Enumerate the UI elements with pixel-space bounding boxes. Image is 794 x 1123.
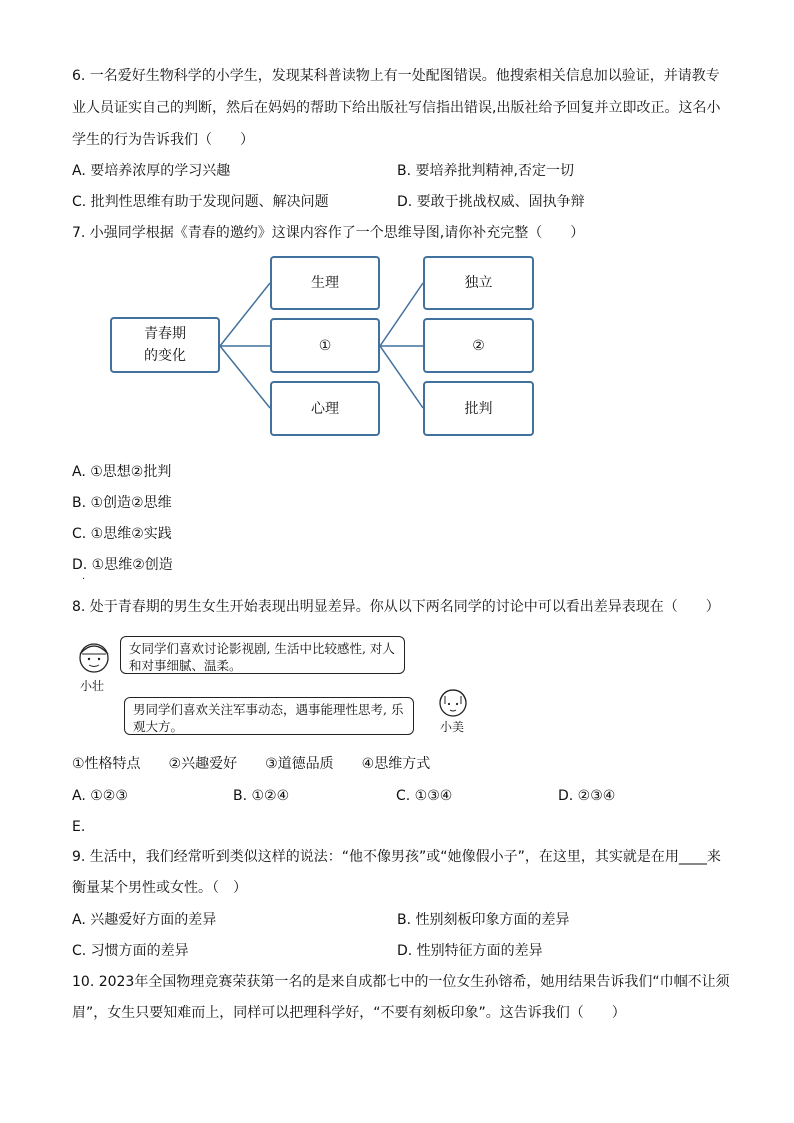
node-blank-1: ① bbox=[270, 318, 380, 373]
q6-option-c: C. 批判性思维有助于发现问题、解决问题 bbox=[72, 194, 329, 210]
q6-option-d: D. 要敢于挑战权威、固执争辩 bbox=[397, 194, 585, 210]
speech-bubble-girl: 男同学们喜欢关注军事动态，遇事能理性思考, 乐观大方。 bbox=[124, 697, 414, 735]
root-node-line2: 的变化 bbox=[144, 348, 186, 364]
q6-option-b: B. 要培养批判精神,否定一切 bbox=[397, 163, 574, 179]
q6-stem-line1: 6. 一名爱好生物科学的小学生，发现某科普读物上有一处配图错误。他搜索相关信息加以验证，并请教专 bbox=[72, 68, 720, 84]
node-critique: 批判 bbox=[423, 381, 534, 436]
q9-option-c: C. 习惯方面的差异 bbox=[72, 943, 189, 959]
q8-stem: 8. 处于青春期的男生女生开始表现出明显差异。你从以下两名同学的讨论中可以看出差异表现在（ ） bbox=[72, 599, 720, 615]
q8-option-d: D. ②③④ bbox=[558, 788, 616, 804]
speaker-name-boy: 小壮 bbox=[80, 679, 105, 693]
connector-root-top bbox=[220, 283, 270, 346]
q7-option-d: D. ①思维②创造 bbox=[72, 557, 173, 573]
q7-option-b: B. ①创造②思维 bbox=[72, 495, 172, 511]
q9-stem-line2: 衡量某个男性或女性。（ ） bbox=[72, 880, 247, 896]
q9-option-d: D. 性别特征方面的差异 bbox=[397, 943, 543, 959]
q10-stem-line1: 10. 2023年全国物理竞赛荣获第一名的是来自成都七中的一位女生孙镕希，她用结果告诉我们“巾帼不让须 bbox=[72, 974, 730, 990]
root-node-line1: 青春期 bbox=[144, 326, 186, 342]
connector-mid-bottom bbox=[380, 346, 423, 408]
root-node bbox=[110, 317, 220, 373]
q7-option-a: A. ①思想②批判 bbox=[72, 464, 172, 480]
q6-stem-line2: 业人员证实自己的判断，然后在妈妈的帮助下给出版社写信指出错误,出版社给予回复并立即改正。这名小 bbox=[72, 100, 721, 116]
q9-stem-line1: 9. 生活中，我们经常听到类似这样的说法：“他不像男孩”或“她像假小子”，在这里，其实就是在用____来 bbox=[72, 849, 721, 865]
speech-bubble-boy: 女同学们喜欢讨论影视剧, 生活中比较感性, 对人和对事细腻、温柔。 bbox=[120, 636, 405, 674]
q6-option-a: A. 要培养浓厚的学习兴趣 bbox=[72, 163, 231, 179]
q8-items: ①性格特点 ②兴趣爱好 ③道德品质 ④思维方式 bbox=[72, 756, 431, 772]
node-psychology: 心理 bbox=[270, 381, 380, 436]
q8-option-a: A. ①②③ bbox=[72, 788, 128, 804]
stray-dot: · bbox=[82, 574, 86, 585]
q9-option-b: B. 性别刻板印象方面的差异 bbox=[397, 912, 570, 928]
node-blank-2: ② bbox=[423, 318, 534, 373]
q10-stem-line2: 眉”，女生只要知难而上，同样可以把理科学好，“不要有刻板印象”。这告诉我们（ ） bbox=[72, 1005, 626, 1021]
boy-avatar bbox=[74, 636, 114, 676]
q7-stem: 7. 小强同学根据《青春的邀约》这课内容作了一个思维导图,请你补充完整（ ） bbox=[72, 225, 585, 241]
speaker-name-girl: 小美 bbox=[440, 720, 465, 734]
node-independence: 独立 bbox=[423, 256, 534, 310]
node-physiology: 生理 bbox=[270, 256, 380, 310]
q8-option-c: C. ①③④ bbox=[396, 788, 453, 804]
q6-stem-line3: 学生的行为告诉我们（ ） bbox=[72, 132, 254, 148]
connector-mid-top bbox=[380, 283, 423, 346]
q8-option-b: B. ①②④ bbox=[233, 788, 290, 804]
q8-option-e: E. bbox=[72, 819, 86, 835]
connector-root-bottom bbox=[220, 346, 270, 408]
q7-option-c: C. ①思维②实践 bbox=[72, 526, 172, 542]
girl-avatar bbox=[433, 684, 473, 720]
q9-option-a: A. 兴趣爱好方面的差异 bbox=[72, 912, 217, 928]
